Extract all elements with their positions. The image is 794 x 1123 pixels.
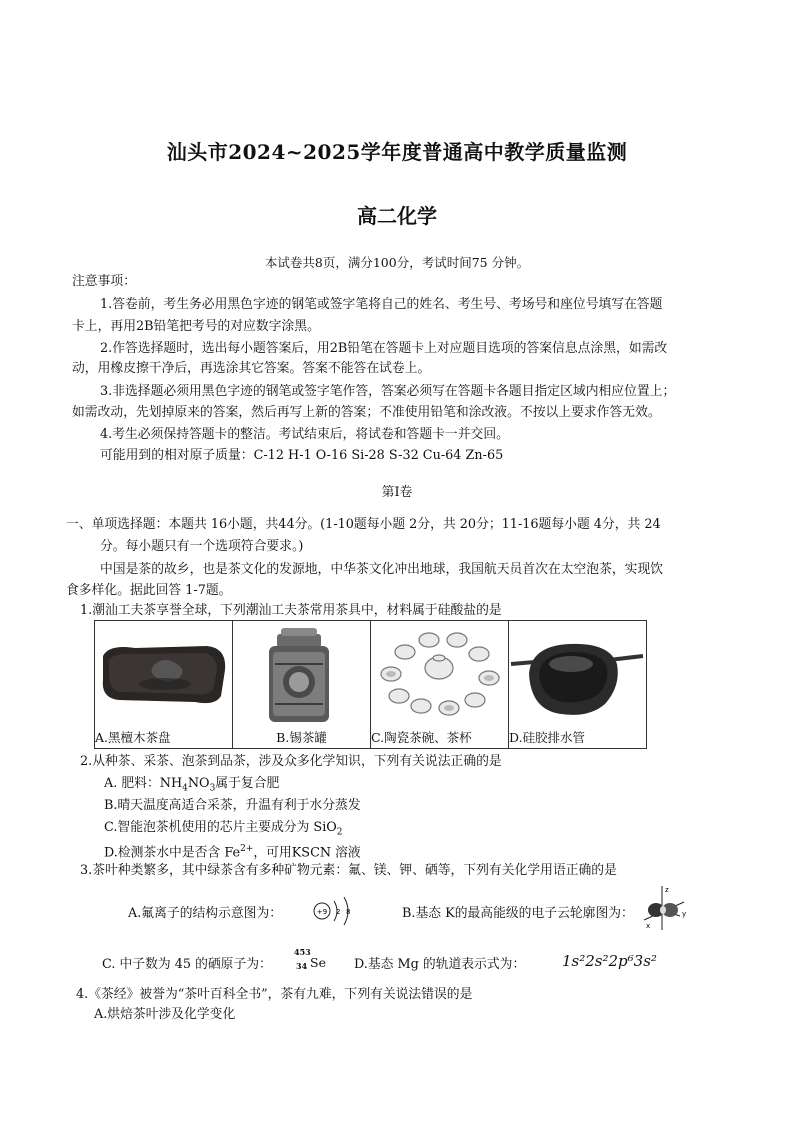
question-2-option-b: B.晴天温度高适合采茶，升温有利于水分蒸发: [104, 798, 361, 813]
notice-item-2-line2: 动，用橡皮擦干净后，再选涂其它答案。答案不能答在试卷上。: [72, 361, 431, 376]
axis-z-label: z: [665, 886, 669, 894]
exam-info: 本试卷共8页，满分100分，考试时间75 分钟。: [264, 255, 530, 270]
question-3-option-a: A.氟离子的结构示意图为：: [128, 906, 283, 921]
q2-a-text: A. 肥料：NH: [104, 776, 183, 791]
q2-c-text: C.智能泡茶机使用的芯片主要成分为 SiO: [104, 820, 337, 835]
q2-d-sup: 2+: [240, 844, 254, 854]
notice-item-1-line1: 1.答卷前，考生务必用黑色字迹的钢笔或签字笔将自己的姓名、考生号、考场号和座位号填写在答题: [100, 297, 663, 312]
q2-c-sub: 2: [336, 827, 343, 838]
option-cell-a: [95, 621, 233, 749]
option-d-label: D.硅胶排水管: [509, 730, 586, 745]
question-2-stem: 2.从种茶、采茶、泡茶到品茶，涉及众多化学知识，下列有关说法正确的是: [80, 754, 502, 769]
selenium-nuclide-notation: [292, 947, 332, 977]
q2-a-sub-3: 3: [209, 783, 216, 794]
atomic-number: 34: [296, 961, 308, 971]
part-instructions-line1: 一、单项选择题：本题共 16小题，共44分。(1-10题每小题 2分，共 20分；11-16题每小题 4分，共 24: [66, 517, 661, 532]
question-1-stem: 1.潮汕工夫茶享誉全球，下列潮汕工夫茶常用茶具中，材料属于硅酸盐的是: [80, 603, 502, 618]
section-title: 第Ⅰ卷: [381, 485, 413, 500]
option-b-label: B.锡茶罐: [276, 730, 327, 745]
question-2-option-d: [104, 841, 361, 861]
atomic-mass-info: 可能用到的相对原子质量：C-12 H-1 O-16 Si-28 S-32 Cu-64 Zn-65: [100, 448, 504, 463]
question-3-option-c: C. 中子数为 45 的硒原子为：: [102, 957, 272, 972]
option-c-label: C.陶瓷茶碗、茶杯: [371, 730, 472, 745]
p-orbital-electron-cloud-diagram: [640, 884, 688, 932]
q2-a-post: 属于复合肥: [215, 776, 280, 791]
question-1-option-table: [94, 620, 647, 749]
axis-y-label: y: [682, 910, 687, 918]
question-2-option-c: [104, 819, 343, 842]
subject-title: 高二化学: [357, 204, 437, 228]
question-3-stem: 3.茶叶种类繁多，其中绿茶含有多种矿物元素：氟、镁、钾、硒等，下列有关化学用语正确的是: [80, 863, 617, 878]
mg-electron-configuration: 1s²2s²2p⁶3s²: [562, 952, 657, 970]
reading-intro-line2: 食多样化。据此回答 1-7题。: [66, 583, 232, 598]
axis-x-label: x: [646, 922, 651, 930]
notice-heading: 注意事项：: [72, 274, 136, 289]
option-cell-c: [371, 621, 509, 749]
porcelain-tea-set-image: [371, 624, 508, 728]
shell-1-electrons: 2: [336, 908, 341, 916]
mass-number: 453: [294, 947, 311, 957]
notice-item-1-line2: 卡上，再用2B铅笔把考号的对应数字涂黑。: [72, 319, 320, 334]
option-a-label: A.黑檀木茶盘: [95, 730, 171, 745]
fluoride-ion-structure-diagram: [312, 893, 356, 929]
ebony-tea-tray-image: [95, 624, 232, 728]
notice-item-4: 4.考生必须保持答题卡的整洁。考试结束后，将试卷和答题卡一并交回。: [100, 427, 509, 442]
question-4-stem: 4.《茶经》被誉为“茶叶百科全书”，茶有九难，下列有关说法错误的是: [76, 987, 473, 1002]
reading-intro-line1: 中国是茶的故乡，也是茶文化的发源地，中华茶文化冲出地球，我国航天员首次在太空泡茶，实现饮: [100, 562, 664, 577]
option-cell-b: [233, 621, 371, 749]
q2-d-text: D.检测茶水中是否含 Fe: [104, 845, 241, 861]
q2-a-sub-4: 4: [182, 783, 188, 794]
question-3-option-d: D.基态 Mg 的轨道表示式为：: [354, 957, 526, 972]
notice-item-3-line2: 如需改动，先划掉原来的答案，然后再写上新的答案；不准使用铅笔和涂改液。不按以上要求作答无效。: [72, 405, 661, 420]
option-cell-d: [509, 621, 647, 749]
question-3-option-b: B.基态 K的最高能级的电子云轮廓图为：: [402, 906, 634, 921]
q2-a-mid: NO: [187, 776, 210, 791]
part-instructions-line2: 分。每小题只有一个选项符合要求。): [100, 539, 304, 554]
silicone-drain-pipe-image: [509, 624, 646, 728]
tin-tea-can-image: [233, 624, 370, 728]
nucleus-charge: +9: [316, 908, 328, 916]
exam-title: 汕头市2024~2025学年度普通高中教学质量监测: [166, 140, 628, 164]
notice-item-3-line1: 3.非选择题必须用黑色字迹的钢笔或签字笔作答，答案必须写在答题卡各题目指定区域内相应位置上；: [100, 384, 676, 399]
shell-2-electrons: 8: [346, 908, 351, 916]
notice-item-2-line1: 2.作答选择题时，选出每小题答案后，用2B铅笔在答题卡上对应题目选项的答案信息点涂黑，如需改: [100, 341, 668, 356]
question-2-option-a: [104, 775, 279, 798]
q2-d-post: ，可用KSCN 溶液: [253, 845, 361, 861]
element-symbol: Se: [310, 955, 326, 970]
question-4-option-a: A.烘焙茶叶涉及化学变化: [94, 1007, 236, 1022]
